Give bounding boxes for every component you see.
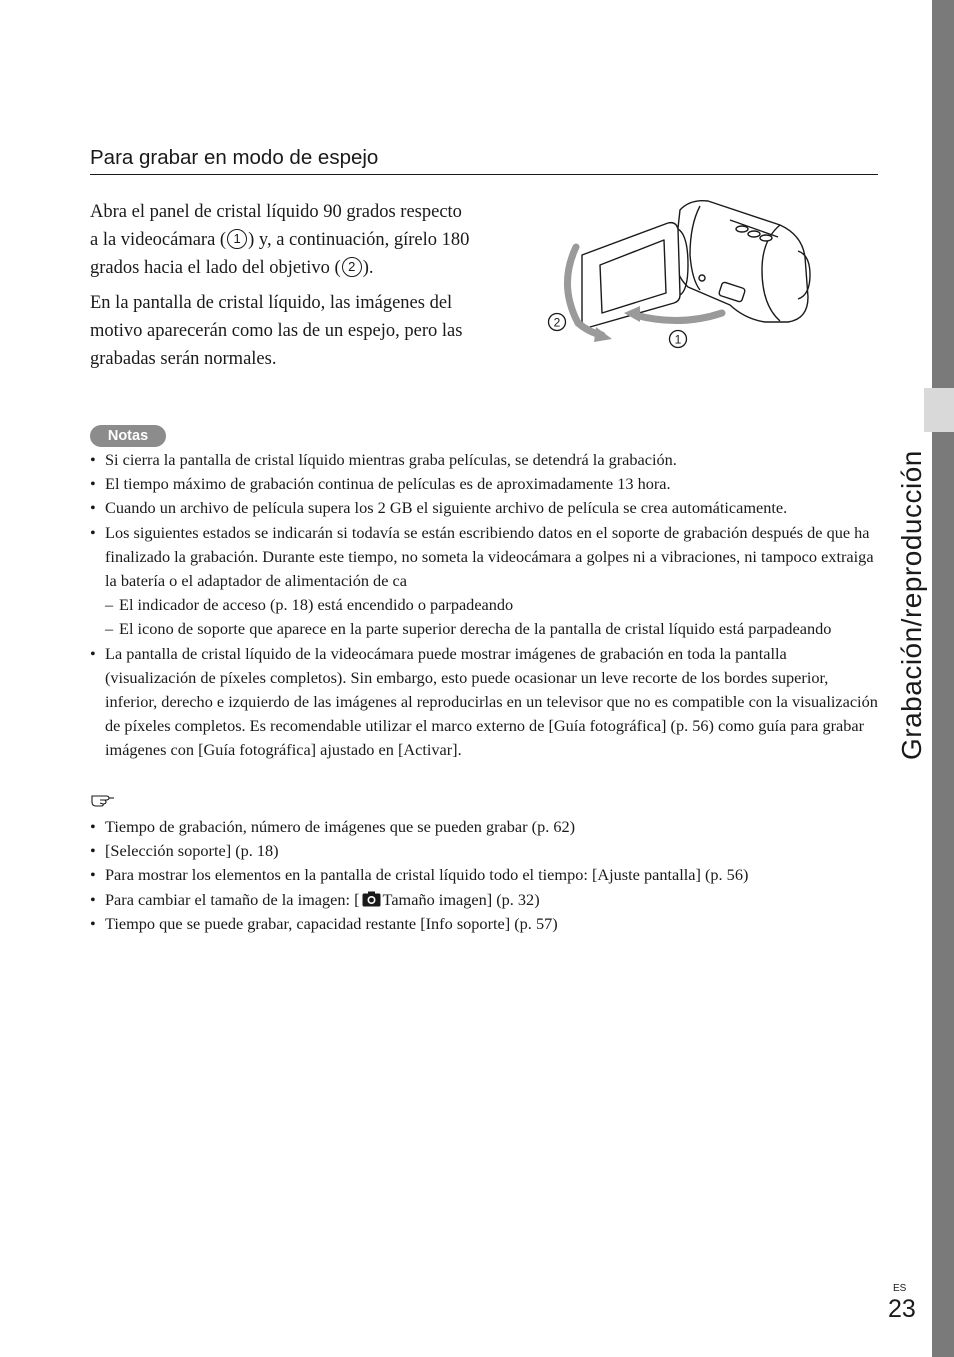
tip-item: • Para mostrar los elementos en la pantalla de cristal líquido todo el tiempo: [Ajuste pantalla] (p. 56) [90,863,880,887]
intro-p1-a: Abra el panel de cristal líquido 90 grados respecto a la videocámara ( [90,202,462,250]
sidebar-section-title [882,350,942,770]
marker-1: 1 [227,229,247,249]
tip-item: • Tiempo que se puede grabar, capacidad restante [Info soporte] (p. 57) [90,912,880,936]
camcorder-illustration [540,195,820,355]
note-item: • El tiempo máximo de grabación continua de películas es de aproximadamente 13 hora. [90,472,880,496]
illustration-label-1: 1 [674,332,682,347]
marker-2: 2 [342,257,362,277]
note-subitem: – El indicador de acceso (p. 18) está encendido o parpadeando [90,593,880,617]
notes-badge: Notas [90,425,166,447]
note-item: • Los siguientes estados se indicarán si todavía se están escribiendo datos en el soporte de grabación después de que ha finalizado la grabación. Durante este tiempo, no someta la videocámara a golpes ni a vibraciones, ni tampoco extraiga la batería o el adaptador de alimentación de ca [90,521,880,594]
intro-paragraph-2: En la pantalla de cristal líquido, las imágenes del motivo aparecerán como las de un espejo, pero las grabadas serán normales. [90,293,463,369]
intro-p1-c: ). [362,258,374,278]
note-item: • Si cierra la pantalla de cristal líquido mientras graba películas, se detendrá la grabación. [90,448,880,472]
tip-item: • [Selección soporte] (p. 18) [90,839,880,863]
illustration-label-2: 2 [553,315,561,330]
note-subitem: – El icono de soporte que aparece en la parte superior derecha de la pantalla de cristal líquido está parpadeando [90,617,880,641]
tip-item-image-size [90,888,880,912]
page-number: 23 [888,1295,916,1323]
language-code: ES [893,1283,907,1294]
tip-image-size-a: Para cambiar el tamaño de la imagen: [ [105,889,360,909]
note-item: • La pantalla de cristal líquido de la videocámara puede mostrar imágenes de grabación en toda la pantalla (visualización de píxeles completos). Sin embargo, esto puede ocasionar un leve recorte de los bordes superior, inferior, derecho e izquierdo de las imágenes al reproducirlas en un televisor que no es compatible con la visualización de píxeles completos. Es recomendable utilizar el marco externo de [Guía fotográfica] (p. 56) como guía para grabar imágenes con [Guía fotográfica] ajustado en [Activar]. [90,642,880,763]
section-heading: Para grabar en modo de espejo [90,144,878,175]
intro-p1-b: ) y, a continuación, gírelo 180 grados hacia el lado del objetivo ( [90,230,470,278]
tip-image-size-b: Tamaño imagen] (p. 32) [382,889,540,909]
intro-text [90,198,470,380]
note-item: • Cuando un archivo de película supera los 2 GB el siguiente archivo de película se crea automáticamente. [90,496,880,520]
notes-list [90,448,880,763]
camera-icon [362,891,381,907]
intro-paragraph-1 [90,198,470,282]
sidebar-section-title-text: Grabación/reproducción [896,450,927,760]
tip-item: • Tiempo de grabación, número de imágenes que se pueden grabar (p. 62) [90,815,880,839]
tips-list [90,815,880,936]
pointing-hand-icon [90,788,116,808]
